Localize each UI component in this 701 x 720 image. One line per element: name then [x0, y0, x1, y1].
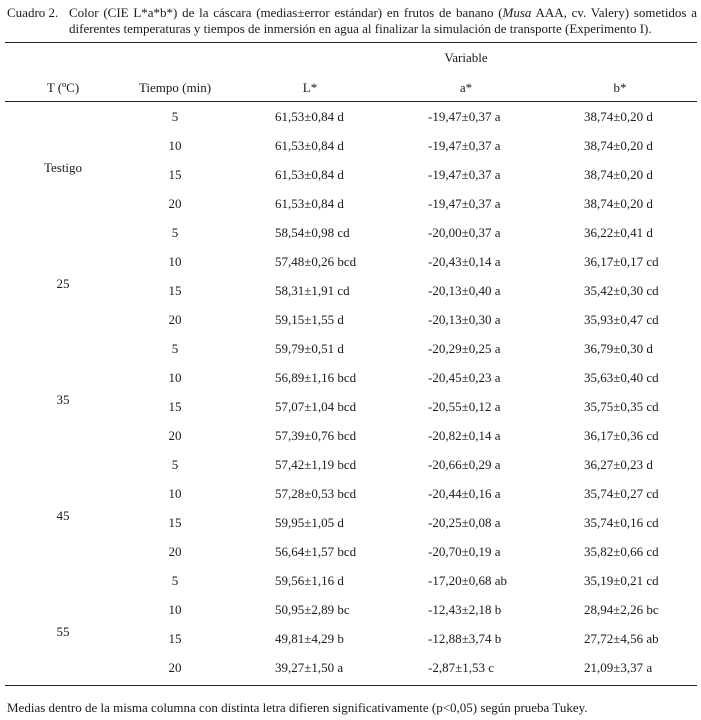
b-cell: 38,74±0,20 d [584, 196, 653, 211]
time-cell: 5 [171, 225, 179, 240]
b-cell: 36,27±0,23 d [584, 457, 653, 472]
temp-cell: Testigo [43, 159, 83, 175]
time-cell: 5 [171, 109, 179, 124]
L-cell: 56,64±1,57 bcd [275, 544, 357, 559]
header-rule [5, 101, 697, 102]
b-cell: 35,75±0,35 cd [584, 399, 659, 414]
b-cell: 35,93±0,47 cd [584, 312, 659, 327]
a-cell: -2,87±1,53 c [428, 660, 494, 675]
b-cell: 35,82±0,66 cd [584, 544, 659, 559]
a-cell: -20,82±0,14 a [428, 428, 501, 443]
a-cell: -12,88±3,74 b [428, 631, 502, 646]
L-cell: 50,95±2,89 bc [275, 602, 350, 617]
L-cell: 61,53±0,84 d [275, 196, 344, 211]
a-cell: -20,66±0,29 a [428, 457, 501, 472]
time-cell: 5 [171, 457, 179, 472]
L-cell: 57,42±1,19 bcd [275, 457, 357, 472]
a-cell: -20,13±0,30 a [428, 312, 501, 327]
time-cell: 10 [168, 486, 182, 501]
b-cell: 21,09±3,37 a [584, 660, 653, 675]
time-cell: 10 [168, 254, 182, 269]
L-cell: 49,81±4,29 b [275, 631, 344, 646]
a-cell: -20,45±0,23 a [428, 370, 501, 385]
time-cell: 20 [168, 428, 182, 443]
variable-group-header: Variable [444, 50, 488, 65]
a-cell: -19,47±0,37 a [428, 196, 501, 211]
a-cell: -19,47±0,37 a [428, 109, 501, 124]
header-L: L* [302, 80, 318, 95]
b-cell: 28,94±2,26 bc [584, 602, 659, 617]
time-cell: 5 [171, 573, 179, 588]
a-cell: -20,13±0,40 a [428, 283, 501, 298]
L-cell: 58,31±1,91 cd [275, 283, 350, 298]
b-cell: 35,63±0,40 cd [584, 370, 659, 385]
time-cell: 15 [168, 515, 182, 530]
L-cell: 59,95±1,05 d [275, 515, 344, 530]
L-cell: 57,48±0,26 bcd [275, 254, 357, 269]
a-cell: -20,43±0,14 a [428, 254, 501, 269]
time-cell: 5 [171, 341, 179, 356]
time-cell: 10 [168, 138, 182, 153]
L-cell: 61,53±0,84 d [275, 167, 344, 182]
b-cell: 36,17±0,17 cd [584, 254, 659, 269]
footnote: Medias dentro de la misma columna con distinta letra difieren significativamente (p<0,05) según prueba Tukey. [7, 700, 588, 715]
time-cell: 15 [168, 399, 182, 414]
header-time: Tiempo (min) [138, 80, 212, 95]
a-cell: -20,44±0,16 a [428, 486, 501, 501]
b-cell: 38,74±0,20 d [584, 167, 653, 182]
header-temp: T (ºC) [46, 80, 80, 95]
time-cell: 20 [168, 660, 182, 675]
b-cell: 35,19±0,21 cd [584, 573, 659, 588]
a-cell: -12,43±2,18 b [428, 602, 502, 617]
b-cell: 36,17±0,36 cd [584, 428, 659, 443]
L-cell: 39,27±1,50 a [275, 660, 344, 675]
a-cell: -20,55±0,12 a [428, 399, 501, 414]
b-cell: 27,72±4,56 ab [584, 631, 659, 646]
L-cell: 57,39±0,76 bcd [275, 428, 357, 443]
temp-cell: 45 [56, 507, 70, 523]
b-cell: 38,74±0,20 d [584, 109, 653, 124]
time-cell: 15 [168, 631, 182, 646]
caption-italic: Musa [502, 5, 532, 20]
L-cell: 58,54±0,98 cd [275, 225, 350, 240]
b-cell: 35,42±0,30 cd [584, 283, 659, 298]
b-cell: 35,74±0,27 cd [584, 486, 659, 501]
time-cell: 20 [168, 196, 182, 211]
time-cell: 20 [168, 544, 182, 559]
b-cell: 35,74±0,16 cd [584, 515, 659, 530]
L-cell: 59,79±0,51 d [275, 341, 344, 356]
caption-text: Color (CIE L*a*b*) de la cáscara (medias±error estándar) en frutos de banano (Musa AAA, cv. Valery) sometidos a diferentes temperaturas y tiempos de inmersión en agua al finalizar la simulación de transporte (Experimento I). [69, 5, 697, 36]
time-cell: 20 [168, 312, 182, 327]
time-cell: 15 [168, 167, 182, 182]
header-a: a* [459, 80, 473, 95]
L-cell: 59,15±1,55 d [275, 312, 344, 327]
b-cell: 38,74±0,20 d [584, 138, 653, 153]
header-b: b* [613, 80, 627, 95]
L-cell: 61,53±0,84 d [275, 138, 344, 153]
L-cell: 59,56±1,16 d [275, 573, 344, 588]
L-cell: 56,89±1,16 bcd [275, 370, 357, 385]
a-cell: -19,47±0,37 a [428, 138, 501, 153]
bottom-rule [5, 685, 697, 686]
a-cell: -19,47±0,37 a [428, 167, 501, 182]
b-cell: 36,79±0,30 d [584, 341, 653, 356]
top-rule [5, 42, 697, 43]
time-cell: 10 [168, 370, 182, 385]
temp-cell: 35 [56, 391, 70, 407]
a-cell: -20,29±0,25 a [428, 341, 501, 356]
a-cell: -20,00±0,37 a [428, 225, 501, 240]
a-cell: -20,70±0,19 a [428, 544, 501, 559]
b-cell: 36,22±0,41 d [584, 225, 653, 240]
time-cell: 10 [168, 602, 182, 617]
temp-cell: 55 [56, 623, 70, 639]
a-cell: -17,20±0,68 ab [428, 573, 507, 588]
a-cell: -20,25±0,08 a [428, 515, 501, 530]
temp-cell: 25 [56, 275, 70, 291]
L-cell: 57,07±1,04 bcd [275, 399, 357, 414]
time-cell: 15 [168, 283, 182, 298]
L-cell: 57,28±0,53 bcd [275, 486, 357, 501]
L-cell: 61,53±0,84 d [275, 109, 344, 124]
caption-label: Cuadro 2. [7, 5, 59, 20]
